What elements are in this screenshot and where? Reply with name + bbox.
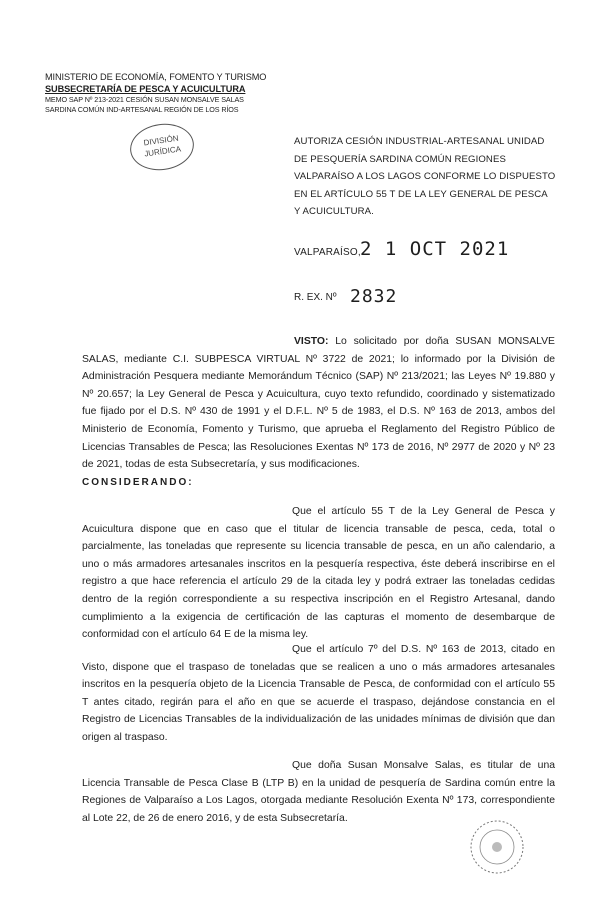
visto-label: VISTO: [294, 336, 329, 347]
letterhead [45, 71, 266, 115]
resolution-title: AUTORIZA CESIÓN INDUSTRIAL-ARTESANAL UNIDAD DE PESQUERÍA SARDINA COMÚN REGIONES VALPARAÍSO A LOS LAGOS CONFORME LO DISPUESTO EN EL ARTÍCULO 55 T DE LA LEY GENERAL DE PESCA Y ACUICULTURA. [294, 136, 556, 217]
city-label: VALPARAÍSO, [294, 247, 361, 258]
stamp-line-1: DIVISIÓN [143, 133, 180, 148]
memo-reference-line-1: MEMO SAP Nº 213-2021 CESIÓN SUSAN MONSALVE SALAS [45, 95, 244, 104]
division-stamp [127, 120, 197, 174]
stamp-line-2: JURÍDICA [143, 144, 182, 159]
considerando-paragraph-1: Que el artículo 55 T de la Ley General de Pesca y Acuicultura dispone que en caso que el titular de licencia transable de pesca, ceda, total o parcialmente, las toneladas que represente su licencia transable de pesca, en un año calendario, a uno o más armadores artesanales inscritos en la pesquería respectiva, éste deberá inscribirse en el registro a que hace referencia el artículo 29 de la citada ley y podrá extraer las toneladas cedidas dentro de la región correspondiente a su respectiva inscripción en el Registro Artesanal, dando cumplimiento a la exigencia de certificación de las capturas el momento de desembarque de conformidad con el artículo 64 E de la misma ley. [82, 506, 555, 641]
rex-number: 2832 [350, 286, 398, 307]
considerando-heading: CONSIDERANDO: [82, 477, 194, 488]
resolution-date: 2 1 OCT 2021 [360, 238, 510, 260]
memo-reference-line-2: SARDINA COMÚN IND-ARTESANAL REGIÓN DE LOS RÍOS [45, 105, 239, 114]
visto-text: Lo solicitado por doña SUSAN MONSALVE SALAS, mediante C.I. SUBPESCA VIRTUAL Nº 3722 de 2021; lo informado por la División de Administración Pesquera mediante Memorándum Técnico (SAP) Nº 213/2021; las Leyes Nº 19.880 y Nº 20.657; la Ley General de Pesca y Acuicultura, cuyo texto refundido, coordinado y sistematizado fue fijado por el D.S. Nº 430 de 1991 y el D.F.L. Nº 5 de 1983, el D.S. Nº 163 de 2013, ambos del Ministerio de Economía, Fomento y Turismo, que aprueba el Reglamento del Registro Público de Licencias Transables de Pesca; las Resoluciones Exentas Nº 173 de 2016, Nº 2977 de 2020 y Nº 23 de 2021, todas de esta Subsecretaría, y sus modificaciones. [82, 336, 555, 471]
visto-paragraph [82, 333, 555, 474]
rex-label: R. EX. Nº [294, 292, 337, 303]
considerando-paragraph-3: Que doña Susan Monsalve Salas, es titular de una Licencia Transable de Pesca Clase B (LTP B) en la unidad de pesquería de Sardina común entre la Regiones de Valparaíso a Los Lagos, otorgada mediante Resolución Exenta Nº 173, correspondiente al Lote 22, de 26 de enero 2016, y de esta Subsecretaría. [82, 760, 555, 824]
considerando-paragraph-2: Que el artículo 7º del D.S. Nº 163 de 2013, citado en Visto, dispone que el traspaso de toneladas que se realicen a uno o más armadores artesanales inscritos en la pesquería objeto de la Licencia Transable de Pesca, de conformidad con el artículo 55 T antes citado, regirán para el año en que se acuerde el traspaso, dejándose constancia en el Registro de Licencias Transables de la individualización de las unidades mínimas de división que dan origen al traspaso. [82, 644, 555, 743]
official-seal-icon [468, 818, 526, 876]
ministry-name: MINISTERIO DE ECONOMÍA, FOMENTO Y TURISMO [45, 72, 267, 82]
undersecretariat-name: SUBSECRETARÍA DE PESCA Y ACUICULTURA [45, 84, 246, 94]
